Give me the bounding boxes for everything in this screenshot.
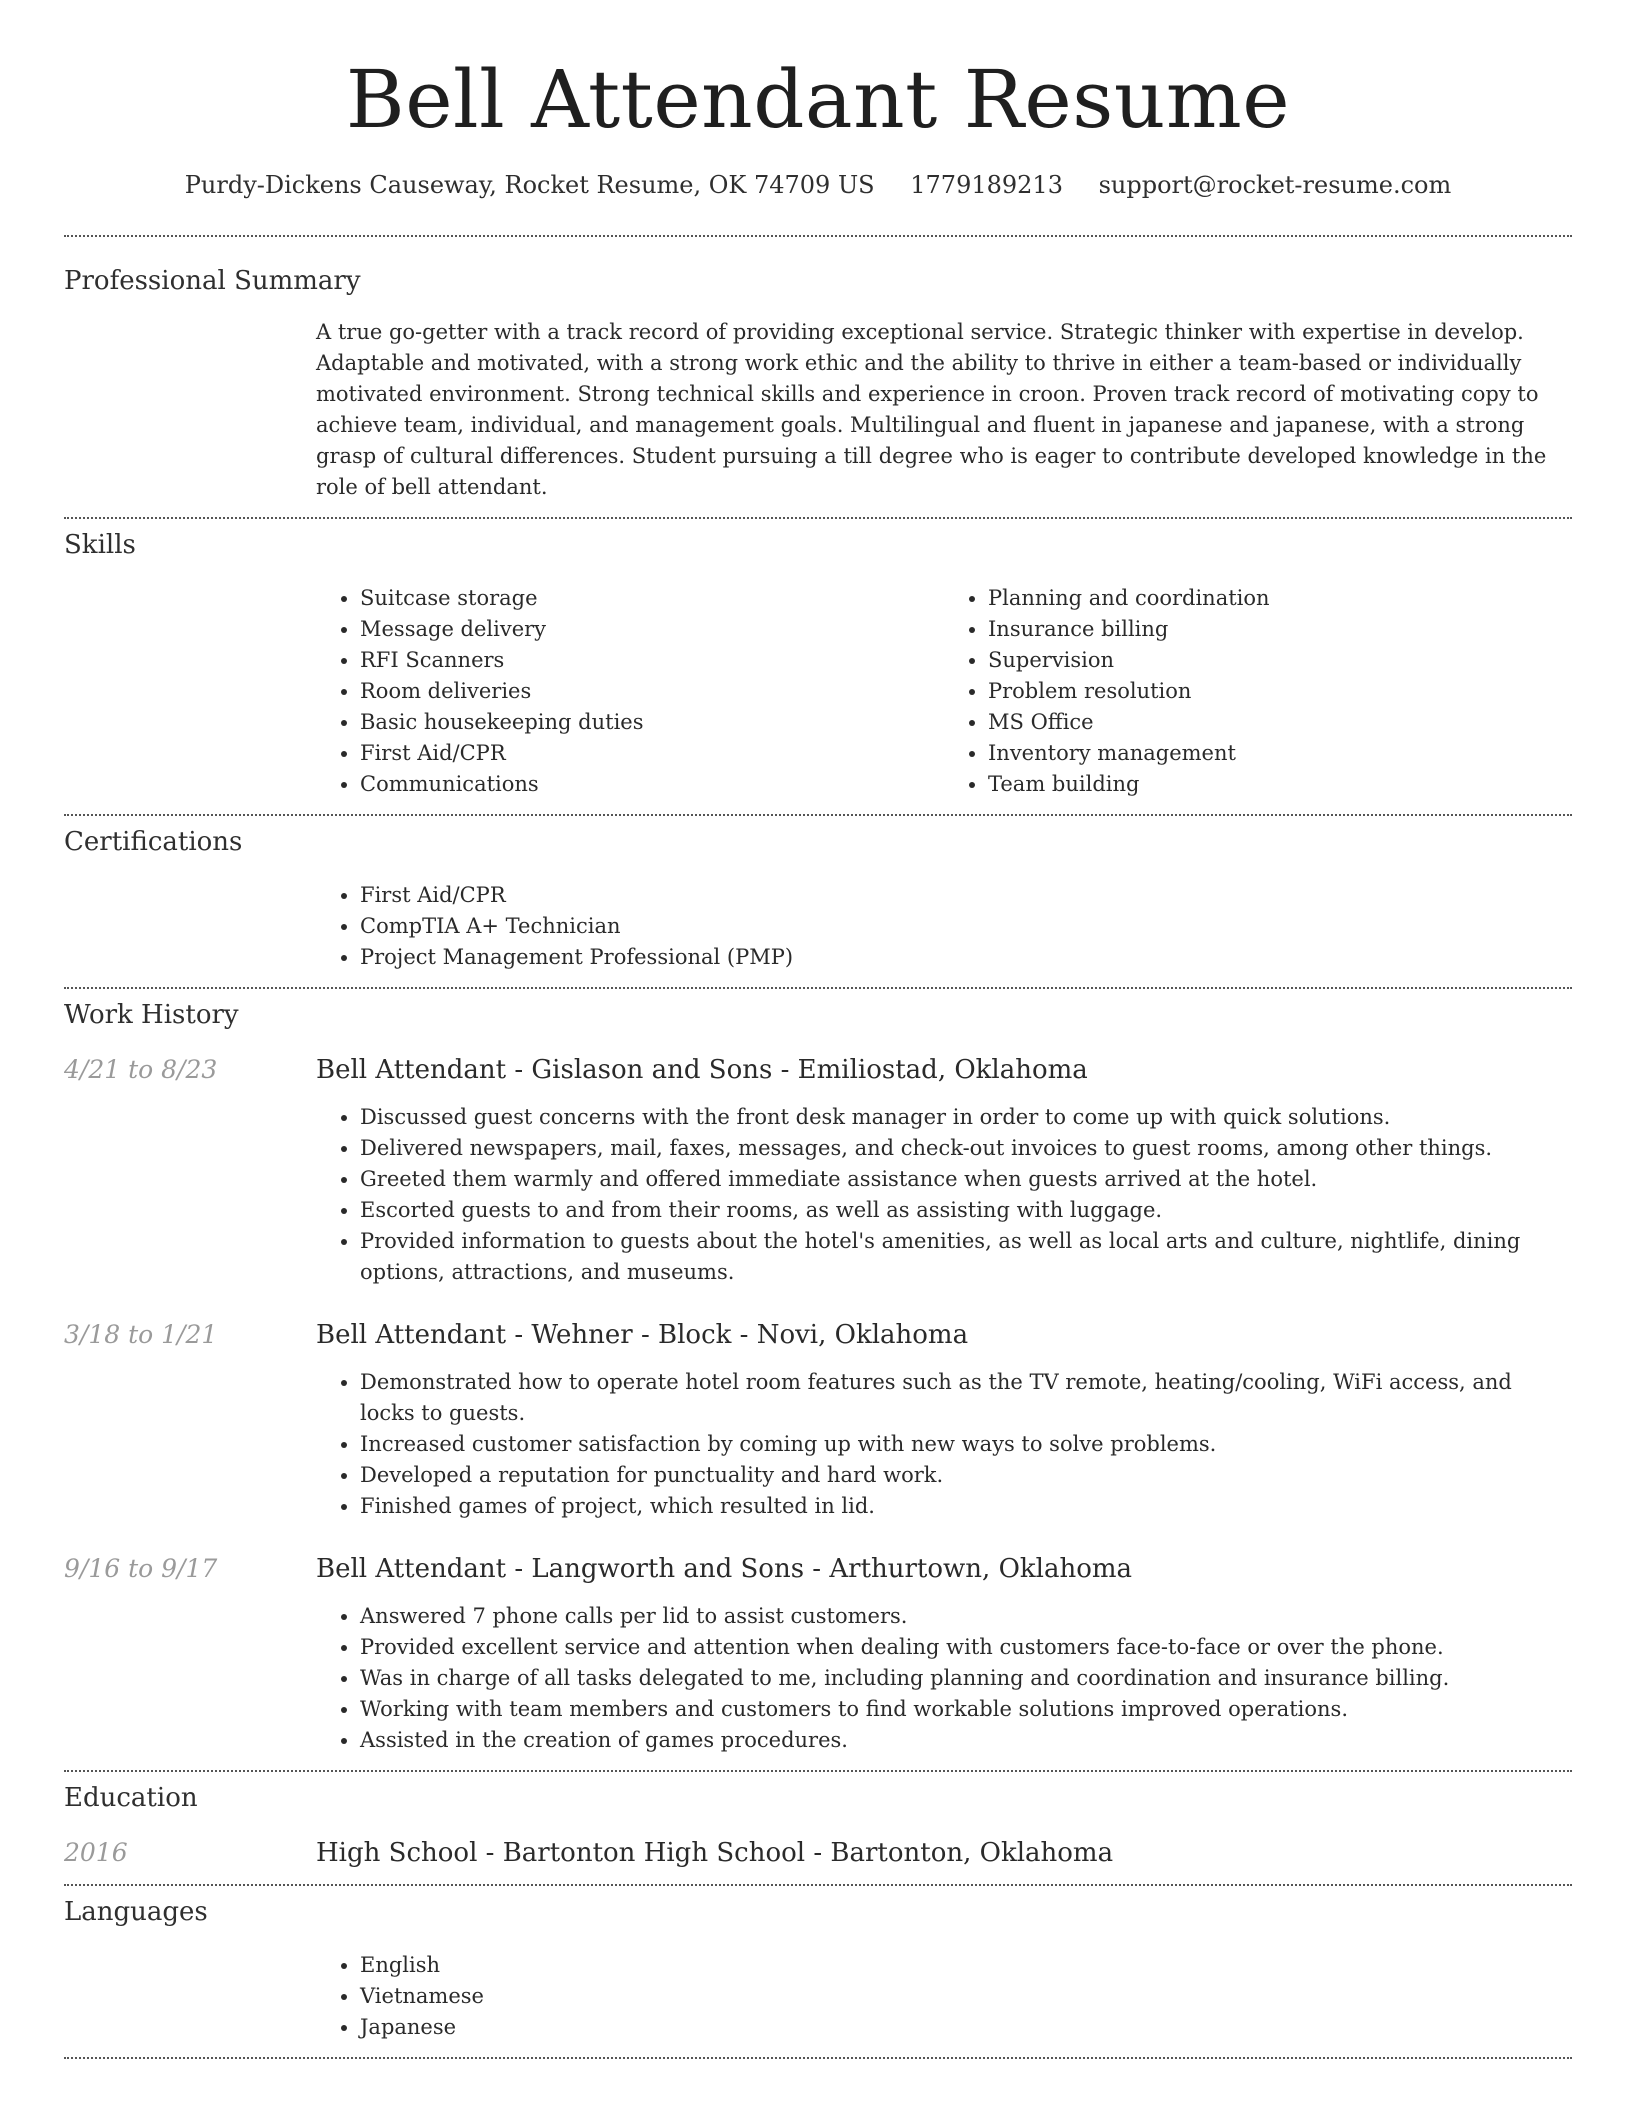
certification-item: • Project Management Professional (PMP) — [360, 942, 1572, 973]
job-details — [316, 1367, 1572, 1522]
job-bullet: • Provided excellent service and attention when dealing with customers face-to-face or over the phone. — [360, 1632, 1572, 1663]
job-header — [64, 1053, 1572, 1087]
languages-heading: Languages — [64, 1897, 208, 1927]
job-entry — [64, 1318, 1572, 1522]
job-bullets — [316, 1601, 1572, 1756]
certifications-heading: Certifications — [64, 827, 243, 857]
job-bullet: • Demonstrated how to operate hotel room features such as the TV remote, heating/cooling, WiFi access, and locks to guests. — [360, 1367, 1572, 1429]
section-divider — [64, 2057, 1572, 2059]
certification-item: • CompTIA A+ Technician — [360, 911, 1572, 942]
job-entry — [64, 1053, 1572, 1288]
education-year: 2016 — [64, 1838, 128, 1867]
contact-address: Purdy-Dickens Causeway, Rocket Resume, OK 74709 US — [184, 171, 875, 199]
languages-section — [64, 1886, 1572, 2043]
skill-item: • RFI Scanners — [360, 645, 944, 676]
job-dates: 3/18 to 1/21 — [64, 1320, 218, 1349]
job-heading: Bell Attendant - Gislason and Sons - Emiliostad, Oklahoma — [316, 1055, 1088, 1085]
job-bullet: • Provided information to guests about the hotel's amenities, as well as local arts and culture, nightlife, dining options, attractions, and museums. — [360, 1226, 1572, 1288]
skill-item: • Message delivery — [360, 614, 944, 645]
certifications-list — [316, 880, 1572, 973]
work-section — [64, 989, 1572, 1756]
skill-item: • Suitcase storage — [360, 583, 944, 614]
certifications-section — [64, 816, 1572, 973]
job-header — [64, 1318, 1572, 1352]
contact-line — [64, 168, 1572, 202]
education-heading-line: High School - Bartonton High School - Bartonton, Oklahoma — [316, 1838, 1114, 1868]
summary-section — [64, 237, 1572, 503]
work-heading: Work History — [64, 1000, 239, 1030]
languages-list — [316, 1950, 1572, 2043]
job-dates: 4/21 to 8/23 — [64, 1055, 218, 1084]
summary-heading: Professional Summary — [64, 266, 361, 296]
certifications-body — [316, 880, 1572, 973]
language-item: • Vietnamese — [360, 1981, 1572, 2012]
skill-item: • Team building — [988, 769, 1572, 800]
skill-item: • Room deliveries — [360, 676, 944, 707]
job-dates: 9/16 to 9/17 — [64, 1554, 218, 1583]
job-bullet: • Assisted in the creation of games procedures. — [360, 1725, 1572, 1756]
skill-item: • Inventory management — [988, 738, 1572, 769]
language-item: • English — [360, 1950, 1572, 1981]
job-details — [316, 1102, 1572, 1288]
languages-body — [316, 1950, 1572, 2043]
skills-list-left — [316, 583, 944, 800]
job-header — [64, 1552, 1572, 1586]
resume-page — [64, 0, 1572, 2059]
job-heading: Bell Attendant - Langworth and Sons - Arthurtown, Oklahoma — [316, 1554, 1133, 1584]
skill-item: • MS Office — [988, 707, 1572, 738]
job-entry — [64, 1552, 1572, 1756]
summary-text: A true go-getter with a track record of providing exceptional service. Strategic thinker with expertise in develop. Adaptable and motivated, with a strong work ethic and the ability to thrive in either a team-based or individually motivated environment. Strong technical skills and experience in croon. Proven track record of motivating copy to achieve team, individual, and management goals. Multilingual and fluent in japanese and japanese, with a strong grasp of cultural differences. Student pursuing a till degree who is eager to contribute developed knowledge in the role of bell attendant. — [316, 320, 1547, 499]
skill-item: • Basic housekeeping duties — [360, 707, 944, 738]
skill-item: • Problem resolution — [988, 676, 1572, 707]
job-bullet: • Discussed guest concerns with the front desk manager in order to come up with quick solutions. — [360, 1102, 1572, 1133]
skill-item: • First Aid/CPR — [360, 738, 944, 769]
contact-email[interactable]: support@rocket-resume.com — [1098, 171, 1452, 199]
skill-item: • Communications — [360, 769, 944, 800]
resume-title: Bell Attendant Resume — [345, 53, 1291, 146]
contact-phone: 1779189213 — [910, 171, 1063, 199]
job-bullets — [316, 1102, 1572, 1288]
job-bullet: • Escorted guests to and from their rooms, as well as assisting with luggage. — [360, 1195, 1572, 1226]
job-bullet: • Finished games of project, which resulted in lid. — [360, 1491, 1572, 1522]
skill-item: • Planning and coordination — [988, 583, 1572, 614]
job-bullet: • Increased customer satisfaction by coming up with new ways to solve problems. — [360, 1429, 1572, 1460]
certification-item: • First Aid/CPR — [360, 880, 1572, 911]
job-details — [316, 1601, 1572, 1756]
skills-columns — [316, 583, 1572, 800]
job-bullets — [316, 1367, 1572, 1522]
skills-heading: Skills — [64, 530, 136, 560]
skills-section — [64, 519, 1572, 800]
job-bullet: • Working with team members and customers to find workable solutions improved operations. — [360, 1694, 1572, 1725]
job-bullet: • Answered 7 phone calls per lid to assist customers. — [360, 1601, 1572, 1632]
job-bullet: • Was in charge of all tasks delegated to me, including planning and coordination and insurance billing. — [360, 1663, 1572, 1694]
job-heading: Bell Attendant - Wehner - Block - Novi, Oklahoma — [316, 1320, 969, 1350]
job-bullet: • Greeted them warmly and offered immediate assistance when guests arrived at the hotel. — [360, 1164, 1572, 1195]
education-section — [64, 1772, 1572, 1870]
education-heading: Education — [64, 1783, 198, 1813]
skill-item: • Supervision — [988, 645, 1572, 676]
skill-item: • Insurance billing — [988, 614, 1572, 645]
skills-list-right — [944, 583, 1572, 800]
language-item: • Japanese — [360, 2012, 1572, 2043]
job-bullet: • Delivered newspapers, mail, faxes, messages, and check-out invoices to guest rooms, among other things. — [360, 1133, 1572, 1164]
job-bullet: • Developed a reputation for punctuality and hard work. — [360, 1460, 1572, 1491]
education-entry — [64, 1836, 1572, 1870]
